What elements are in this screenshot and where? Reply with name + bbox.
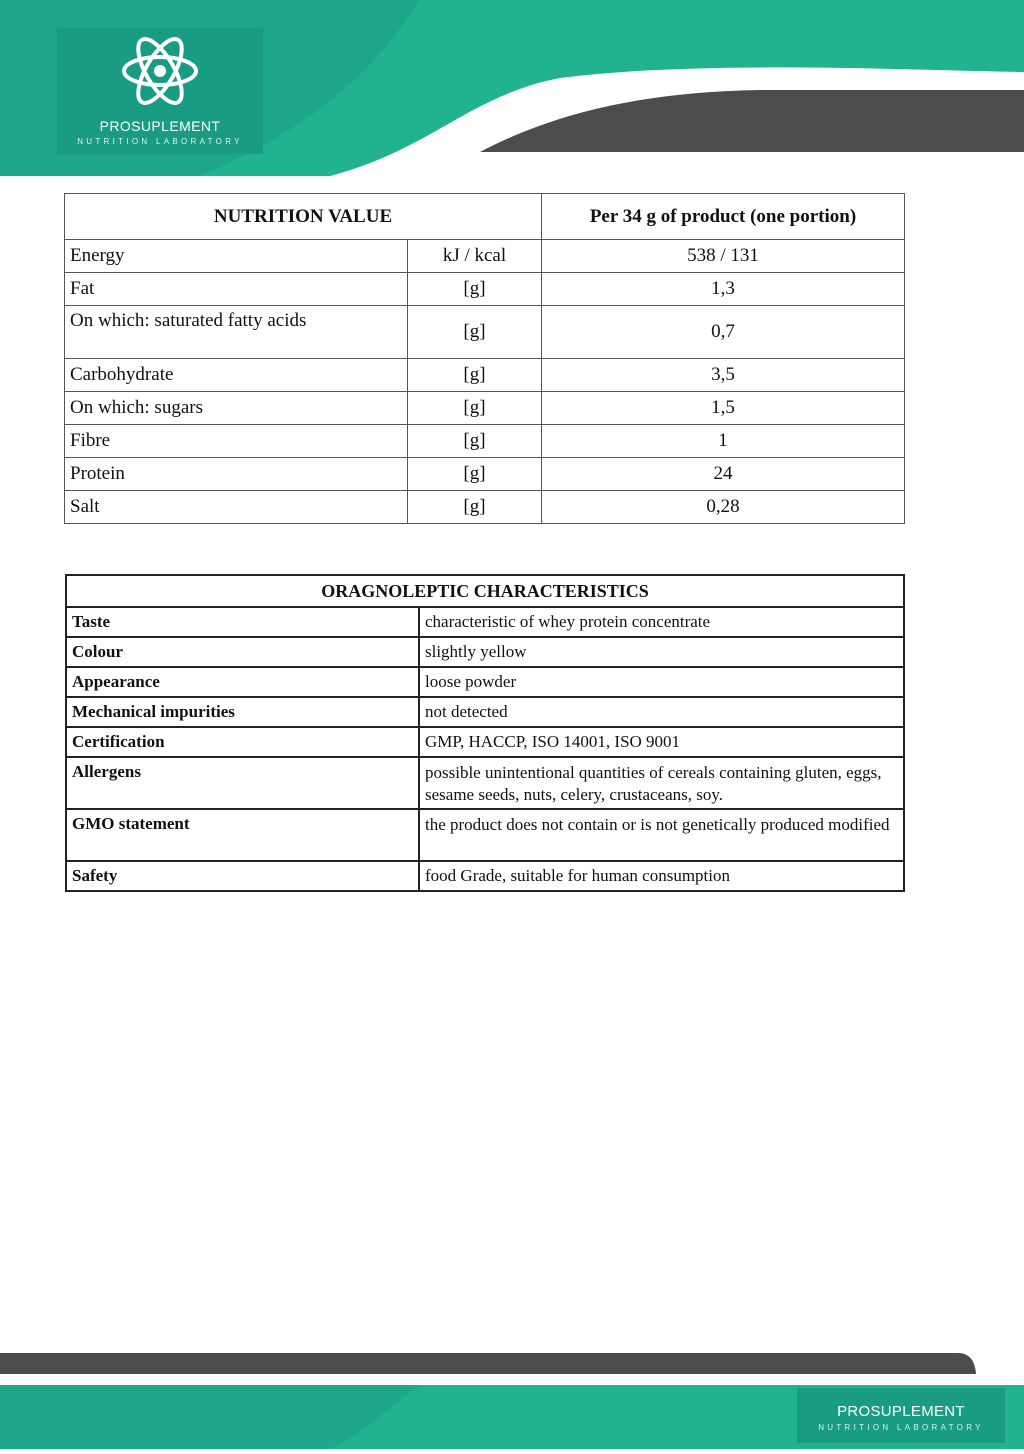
table-row [65,273,905,306]
characteristic-key: GMO statement [66,809,419,861]
footer-brand-logo [797,1388,1005,1443]
brand-name: PROSUPLEMENT [99,118,221,134]
nutrient-name: Fat [65,273,408,306]
nutrient-name: Energy [65,240,408,273]
table-row [66,607,904,637]
brand-tagline: NUTRITION LABORATORY [77,137,243,146]
nutrient-unit: [g] [408,359,542,392]
nutrient-name: On which: saturated fatty acids [65,306,408,359]
nutrition-header-label: NUTRITION VALUE [65,194,542,240]
characteristic-key: Taste [66,607,419,637]
nutrient-name: Carbohydrate [65,359,408,392]
table-row [65,491,905,524]
organoleptic-title: ORAGNOLEPTIC CHARACTERISTICS [66,575,904,607]
table-row [65,392,905,425]
characteristic-value: not detected [419,697,904,727]
table-row [66,757,904,809]
nutrient-unit: kJ / kcal [408,240,542,273]
characteristic-value: possible unintentional quantities of cereals containing gluten, eggs, sesame seeds, nuts, celery, crustaceans, soy. [419,757,904,809]
nutrient-value: 1 [542,425,905,458]
nutrition-table [64,193,905,524]
nutrient-name: Fibre [65,425,408,458]
table-row [65,306,905,359]
characteristic-key: Appearance [66,667,419,697]
characteristic-value: food Grade, suitable for human consumption [419,861,904,891]
organoleptic-table [65,574,905,892]
nutrient-value: 1,5 [542,392,905,425]
table-row [66,667,904,697]
nutrient-unit: [g] [408,273,542,306]
nutrition-header-portion: Per 34 g of product (one portion) [542,194,905,240]
characteristic-key: Certification [66,727,419,757]
nutrient-unit: [g] [408,392,542,425]
table-row [66,861,904,891]
characteristic-key: Mechanical impurities [66,697,419,727]
nutrient-unit: [g] [408,425,542,458]
table-row [65,425,905,458]
nutrient-value: 0,28 [542,491,905,524]
table-row [65,458,905,491]
nutrition-header-row [65,194,905,240]
nutrient-unit: [g] [408,306,542,359]
table-row [65,359,905,392]
characteristic-value: loose powder [419,667,904,697]
nutrient-unit: [g] [408,491,542,524]
characteristic-value: characteristic of whey protein concentrate [419,607,904,637]
table-row [66,637,904,667]
nutrient-name: On which: sugars [65,392,408,425]
characteristic-value: slightly yellow [419,637,904,667]
characteristic-key: Colour [66,637,419,667]
characteristic-value: the product does not contain or is not genetically produced modified [419,809,904,861]
nutrient-value: 3,5 [542,359,905,392]
nutrient-name: Salt [65,491,408,524]
nutrient-value: 0,7 [542,306,905,359]
nutrient-value: 538 / 131 [542,240,905,273]
footer-brand-name: PROSUPLEMENT [837,1403,965,1420]
nutrient-value: 24 [542,458,905,491]
nutrient-name: Protein [65,458,408,491]
atom-icon [57,28,263,118]
table-row [66,727,904,757]
nutrient-unit: [g] [408,458,542,491]
brand-logo [57,28,263,154]
table-row [66,809,904,861]
header-banner [0,0,1024,180]
characteristic-key: Allergens [66,757,419,809]
footer-brand-tagline: NUTRITION LABORATORY [818,1423,984,1432]
characteristic-value: GMP, HACCP, ISO 14001, ISO 9001 [419,727,904,757]
table-row [66,697,904,727]
organoleptic-header-row [66,575,904,607]
characteristic-key: Safety [66,861,419,891]
table-row [65,240,905,273]
nutrient-value: 1,3 [542,273,905,306]
